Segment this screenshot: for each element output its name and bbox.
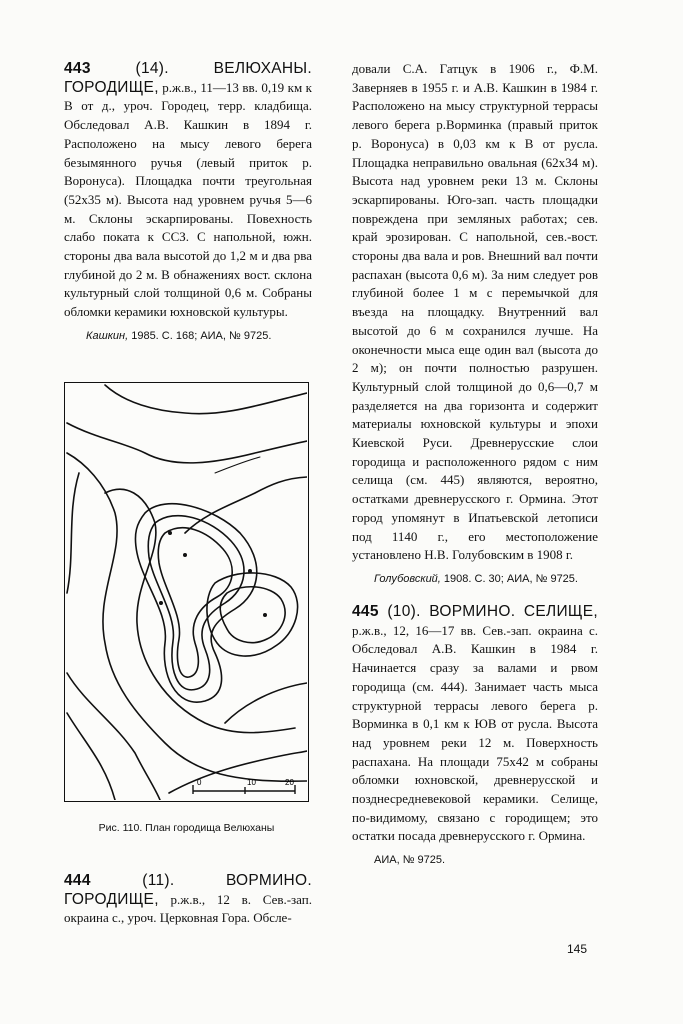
contour-line	[67, 423, 307, 463]
entry-443-body: р.ж.в., 11—13 вв. 0,19 км к В от д., уроч. Городец, терр. кладбища. Обследовал А.В. Кашкин в 1894 г. Расположено на мысу левого берега безымянного ручья (левый приток р. Воронуса). Площадка почти треугольная (52х35 м). Высота над уровнем ручья 5—6 м. Склоны эскарпированы. Повехность слабо поката к ССЗ. С напольной, южн. стороны два вала высотой до 1,2 м и два рва глубиной до 2 м. В обнажениях вост. склона культурный слой толщиной 0,6 м. Собраны обломки керамики юхновской культуры.	[64, 79, 312, 320]
entry-443-reference	[64, 330, 312, 342]
survey-point	[183, 553, 187, 557]
entry-444-start	[64, 872, 312, 928]
entry-443-name: ВЕЛЮХАНЫ. ГОРОДИЩЕ,	[64, 60, 312, 96]
scale-label-start: 0	[197, 778, 202, 787]
entry-445-reference: АИА, № 9725.	[374, 854, 446, 867]
entry-445-number: 445	[352, 602, 379, 620]
entry-444-index: (11).	[90, 872, 226, 889]
survey-point	[248, 569, 252, 573]
scale-label-end: 20	[285, 778, 294, 787]
entry-443	[64, 60, 312, 322]
entry-445-body: р.ж.в., 12, 16—17 вв. Сев.-зап. окраина с. Обследовал А.В. Кашкин в 1984 г. Начинается сразу за валами и рвом городища (см. 444). Занимает часть мыса структурной террасы левого берега р. Ворминка в 0,1 км к ЮВ от русла. Высота над уровнем реки 12 м. Поверхность распахана. На площади 75х42 м собраны обломки юхновской, древнерусской и позднесредневековой керамики. Селище, по-видимому, связано с городищем; это остатки посада древнерусского г. Ормина.	[352, 622, 598, 844]
entry-443-index: (14).	[90, 60, 214, 77]
entry-444-body-left: р.ж.в., 12 в. Сев.-зап. окраина с., уроч. Церковная Гора. Обсле-	[64, 891, 312, 926]
left-column	[64, 60, 312, 342]
entry-443-number: 443	[64, 60, 91, 77]
scale-bar	[193, 785, 295, 794]
entry-443-ref-author: Кашкин,	[86, 329, 129, 342]
entry-445	[352, 603, 598, 846]
entry-444-ref-rest: 1908. С. 30; АИА, № 9725.	[440, 572, 578, 585]
contour-line	[220, 587, 285, 643]
contour-line	[67, 713, 115, 800]
contour-line	[67, 673, 160, 800]
site-plan-map	[64, 382, 309, 802]
entry-444-name: ВОРМИНО. ГОРОДИЩЕ,	[64, 872, 312, 908]
entry-444-left-text	[64, 872, 312, 928]
figure-caption: Рис. 110. План городища Велюханы	[98, 822, 275, 834]
survey-point	[168, 531, 172, 535]
entry-445-name: ВОРМИНО. СЕЛИЩЕ,	[429, 602, 598, 620]
entry-444-ref-author: Голубовский,	[374, 572, 441, 585]
entry-445-index: (10).	[378, 602, 430, 620]
right-column	[352, 60, 598, 866]
scale-label-mid: 10	[247, 778, 256, 787]
contour-line	[105, 385, 307, 414]
survey-point	[263, 613, 267, 617]
page-number: 145	[567, 942, 588, 956]
contour-line	[225, 683, 307, 723]
contour-line	[67, 473, 79, 593]
entry-444-continuation: довали С.А. Гатцук в 1906 г., Ф.М. Заверняев в 1955 г. и А.В. Кашкин в 1984 г. Расположено на мысу структурной террасы левого берега р.Ворминка (правый приток р. Воронуса) в 0,03 км к В от русла. Площадка неправильно овальная (62х34 м). Высота над уровнем реки 13 м. Склоны эскарпированы. Юго-зап. часть площадки повреждена при земляных работах; сев. край эрозирован. С напольной, сев.-вост. стороны два вала и ров. Внешний вал почти распахан (высота 0,6 м). За ним следует ров глубиной более 1 м с перемычкой для въезда на площадку. Внутренний вал высотой до 6 м сохранился лучше. На оконечности мыса еще один вал (высота до 2 м); он почти полностью разрушен. Культурный слой толщиной до 0,6—0,7 м разделяется на два горизонта и содержит материалы юхновской культуры и эпохи Киевской Руси. Древнерусские слои городища и расположенного рядом с ним селища (см. 445) являются, вероятно, остатками древнерусского г. Ормина. Этот город упомянут в Ипатьевской летописи под 1140 г., его местоположение установлено Н.В. Голубовским в 1908 г.	[352, 61, 598, 563]
survey-point	[159, 601, 163, 605]
entry-443-ref-rest: 1985. С. 168; АИА, № 9725.	[128, 329, 272, 342]
contour-map-drawing	[65, 383, 307, 800]
entry-444-number: 444	[64, 872, 91, 889]
entry-444-reference	[352, 573, 598, 585]
contour-line	[185, 477, 307, 533]
entry-445-title	[352, 603, 598, 620]
